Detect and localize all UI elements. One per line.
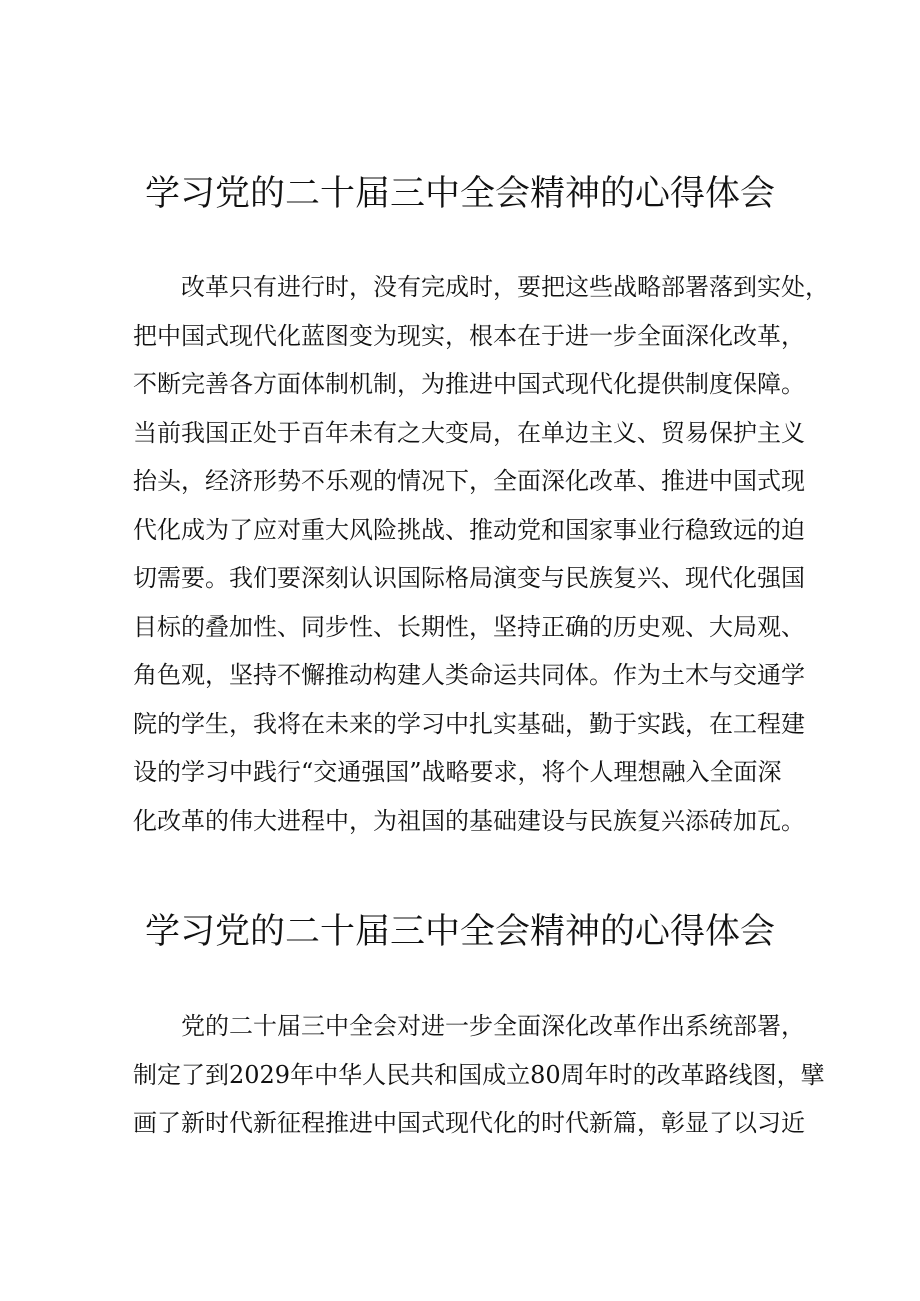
- paragraph: [133, 1002, 825, 1148]
- section-title: 学习党的二十届三中全会精神的心得体会: [144, 174, 775, 214]
- paragraph-line: 院的学生，我将在未来的学习中扎实基础，勤于实践，在工程建: [133, 709, 805, 738]
- paragraph-line: 党的二十届三中全会对进一步全面深化改革作出系统部署，: [181, 1012, 805, 1040]
- paragraph-line: 设的学习中践行“交通强国”战略要求，将个人理想融入全面深: [133, 758, 782, 786]
- paragraph-line: 把中国式现代化蓝图变为现实，根本在于进一步全面深化改革，: [133, 321, 805, 350]
- paragraph-line: 切需要。我们要深刻认识国际格局演变与民族复兴、现代化强国: [133, 564, 805, 592]
- paragraph-line: 化改革的伟大进程中，为祖国的基础建设与民族复兴添砖加瓦。: [133, 806, 805, 835]
- paragraph-line: 代化成为了应对重大风险挑战、推动党和国家事业行稳致远的迫: [133, 515, 805, 544]
- paragraph-line: 不断完善各方面体制机制，为推进中国式现代化提供制度保障。: [133, 370, 805, 398]
- paragraph-line: 画了新时代新征程推进中国式现代化的时代新篇，彰显了以习近: [133, 1109, 805, 1137]
- paragraph-line: 制定了到2029年中华人民共和国成立80周年时的改革路线图，擘: [133, 1060, 825, 1089]
- paragraph-line: 当前我国正处于百年未有之大变局，在单边主义、贸易保护主义: [133, 418, 805, 447]
- paragraph-line: 角色观，坚持不懈推动构建人类命运共同体。作为土木与交通学: [133, 661, 805, 689]
- section-title: 学习党的二十届三中全会精神的心得体会: [144, 912, 775, 952]
- paragraph-line: 抬头，经济形势不乐观的情况下，全面深化改革、推进中国式现: [133, 467, 805, 495]
- paragraph-line: 目标的叠加性、同步性、长期性，坚持正确的历史观、大局观、: [133, 612, 805, 641]
- paragraph: [133, 263, 829, 845]
- paragraph-line: 改革只有进行时，没有完成时，要把这些战略部署落到实处，: [181, 273, 829, 301]
